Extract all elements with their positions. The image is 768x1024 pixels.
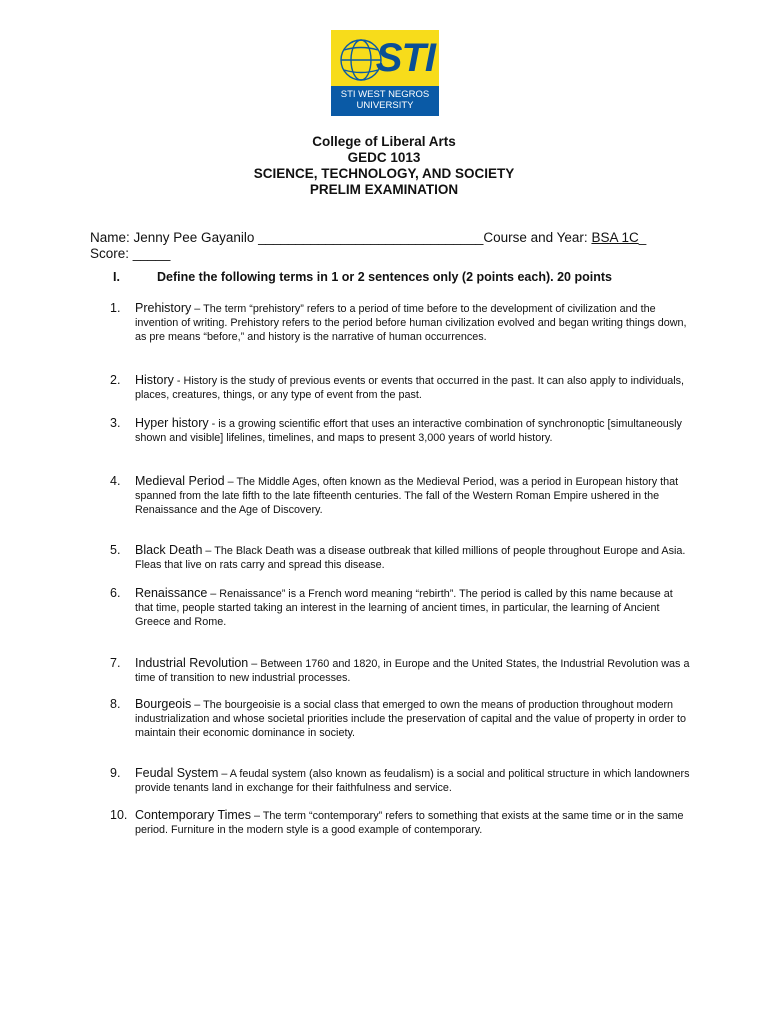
list-item <box>110 766 690 795</box>
item-number: 5. <box>110 543 121 557</box>
sti-logo <box>331 30 439 116</box>
course-code: GEDC 1013 <box>347 150 421 165</box>
item-term: Contemporary Times <box>135 808 252 822</box>
item-term: Industrial Revolution <box>135 656 249 670</box>
document-header <box>184 134 584 198</box>
name-value: Jenny Pee Gayanilo <box>133 230 255 245</box>
item-definition: The Middle Ages, often known as the Medieval Period, was a period in European history that spanned from the late fifth to the late fifteenth centuries. The fall of the Western Roman Empire ushered in the Renaissance and the Age of Discovery. <box>135 476 679 516</box>
item-number: 3. <box>110 416 121 430</box>
score-blank: _____ <box>132 246 171 261</box>
item-number: 10. <box>110 808 128 822</box>
course-value: BSA 1C <box>591 230 639 245</box>
list-item <box>110 373 690 402</box>
item-definition: The term “prehistory” refers to a period of time before to the development of civilization and the invention of writing. Prehistory refers to the period before human civilization evolved and began writing things down, as pre means “before,” and history is the narrative of human occurrences. <box>135 303 687 343</box>
name-label: Name: <box>90 230 134 245</box>
logo-university-name <box>331 89 439 111</box>
section-numeral: I. <box>113 270 120 284</box>
item-separator: – <box>191 699 204 711</box>
item-number: 1. <box>110 301 121 315</box>
section-instruction: Define the following terms in 1 or 2 sentences only (2 points each). 20 points <box>157 270 612 284</box>
logo-name-line2: UNIVERSITY <box>356 100 414 111</box>
item-term: Renaissance <box>135 586 208 600</box>
list-item <box>110 808 690 837</box>
item-term: Medieval Period <box>135 474 225 488</box>
item-definition: Between 1760 and 1820, in Europe and the United States, the Industrial Revolution was a time of transition to new industrial processes. <box>135 658 690 684</box>
item-separator: – <box>191 303 204 315</box>
section-heading <box>113 269 713 285</box>
student-info <box>90 230 710 262</box>
item-definition: The Black Death was a disease outbreak that killed millions of people throughout Europe and Asia. Fleas that live on rats carry and spread this disease. <box>135 545 686 571</box>
list-item <box>110 586 690 629</box>
item-term: Black Death <box>135 543 203 557</box>
logo-name-line1: STI WEST NEGROS <box>340 89 430 100</box>
list-item <box>110 416 690 445</box>
item-term: Hyper history <box>135 416 209 430</box>
course-blank: _ <box>638 230 647 245</box>
list-item <box>110 543 690 572</box>
item-definition: is a growing scientific effort that uses an interactive combination of synchronoptic [simultaneously shown and visible] lifelines, timelines, and maps to present 3,000 years of world history. <box>135 418 682 444</box>
item-separator: – <box>218 768 230 780</box>
item-definition: The bourgeoisie is a social class that emerged to own the means of production throughout modern industrialization and whose societal priorities include the preservation of capital and the value of property in order to maintain their economic dominance in society. <box>135 699 686 739</box>
item-separator: – <box>207 588 220 600</box>
name-line <box>90 230 710 246</box>
item-term: Prehistory <box>135 301 192 315</box>
item-definition: A feudal system (also known as feudalism) is a social and political structure in which landowners provide tenants land in exchange for their faithfulness and service. <box>135 768 690 794</box>
item-separator: – <box>224 476 237 488</box>
item-separator: – <box>202 545 215 557</box>
item-term: Feudal System <box>135 766 219 780</box>
list-item <box>110 474 690 517</box>
course-title: SCIENCE, TECHNOLOGY, AND SOCIETY <box>253 166 515 181</box>
item-definition: History is the study of previous events or events that occurred in the past. It can also apply to individuals, places, creatures, things, or any type of event from the past. <box>135 375 685 401</box>
item-number: 6. <box>110 586 121 600</box>
item-number: 7. <box>110 656 121 670</box>
item-separator: - <box>208 418 219 430</box>
item-separator: – <box>248 658 261 670</box>
item-separator: - <box>173 375 184 387</box>
item-term: Bourgeois <box>135 697 192 711</box>
item-definition: Renaissance” is a French word meaning “rebirth”. The period is called by this name because at that time, people started taking an interest in the learning of ancient times, in particular, the learning of Ancient Greece and Rome. <box>135 588 673 628</box>
logo-mark: STI <box>375 36 435 80</box>
item-number: 9. <box>110 766 121 780</box>
item-term: History <box>135 373 174 387</box>
score-line <box>90 246 710 262</box>
list-item <box>110 656 690 685</box>
item-definition: The term “contemporary” refers to something that exists at the same time or in the same period. Furniture in the modern style is a good example of contemporary. <box>135 810 684 836</box>
list-item <box>110 301 690 344</box>
list-item <box>110 697 690 740</box>
college-name: College of Liberal Arts <box>312 134 456 149</box>
exam-title: PRELIM EXAMINATION <box>309 182 459 197</box>
name-blank: ______________________________ <box>254 230 484 245</box>
item-separator: – <box>251 810 263 822</box>
course-label: Course and Year: <box>483 230 592 245</box>
item-number: 8. <box>110 697 121 711</box>
score-label: Score: <box>90 246 133 261</box>
item-number: 2. <box>110 373 121 387</box>
item-number: 4. <box>110 474 121 488</box>
